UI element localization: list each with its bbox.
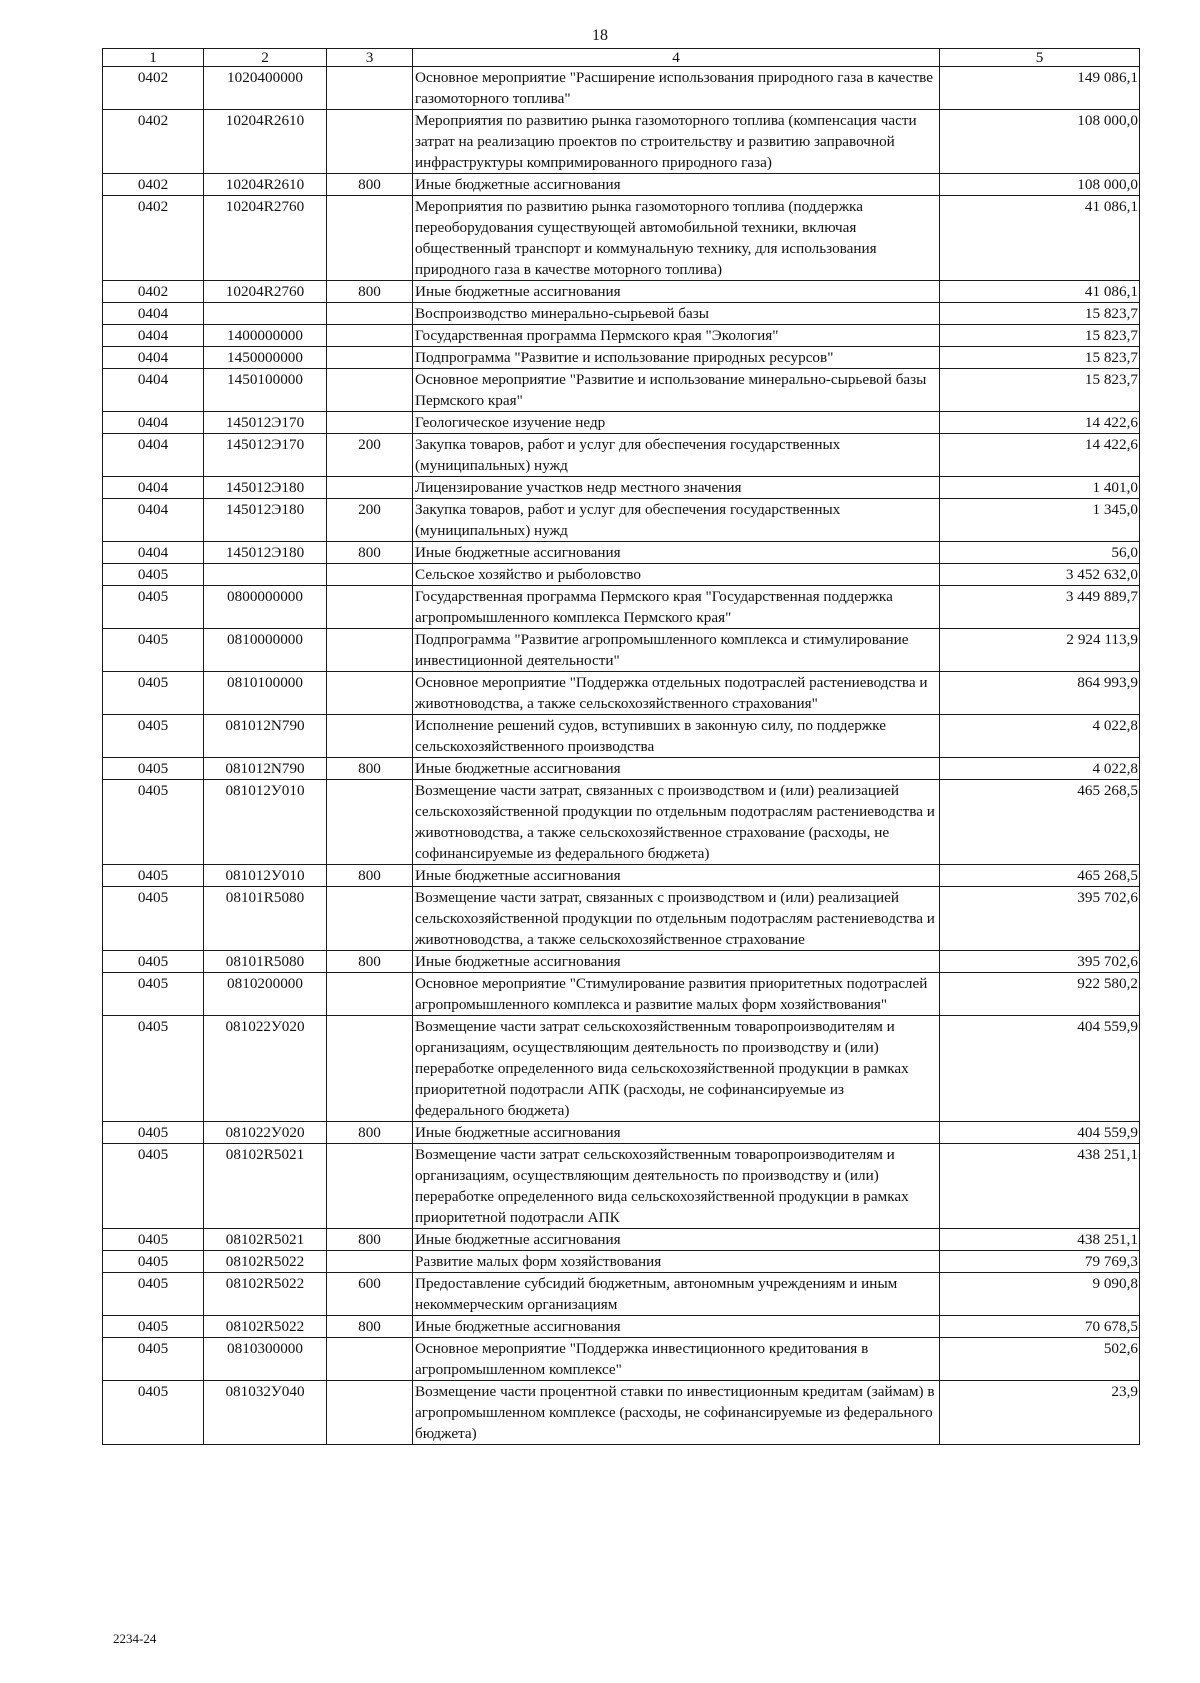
target-article-cell: 1020400000	[204, 67, 327, 110]
table-row	[103, 1273, 1140, 1316]
table-row	[103, 196, 1140, 281]
section-code-cell: 0404	[103, 542, 204, 564]
expense-type-cell	[327, 780, 413, 865]
item-name-cell: Закупка товаров, работ и услуг для обеспечения государственных (муниципальных) нужд	[413, 434, 940, 477]
target-article-cell: 145012Э170	[204, 412, 327, 434]
table-row	[103, 1229, 1140, 1251]
item-name-cell: Основное мероприятие "Поддержка отдельных подотраслей растениеводства и животноводства, а также сельскохозяйственного страхования"	[413, 672, 940, 715]
item-name-cell: Иные бюджетные ассигнования	[413, 174, 940, 196]
amount-cell: 70 678,5	[940, 1316, 1140, 1338]
target-article-cell: 08101R5080	[204, 951, 327, 973]
expense-type-cell	[327, 973, 413, 1016]
target-article-cell: 1450000000	[204, 347, 327, 369]
expense-type-cell	[327, 477, 413, 499]
item-name-cell: Мероприятия по развитию рынка газомоторного топлива (поддержка переоборудования существующей автомобильной техники, включая общественный транспорт и коммунальную технику, для использования природного газа в качестве моторного топлива)	[413, 196, 940, 281]
item-name-cell: Государственная программа Пермского края "Государственная поддержка агропромышленного комплекса Пермского края"	[413, 586, 940, 629]
table-row	[103, 67, 1140, 110]
expense-type-cell	[327, 369, 413, 412]
amount-cell: 108 000,0	[940, 174, 1140, 196]
amount-cell: 1 401,0	[940, 477, 1140, 499]
target-article-cell: 10204R2610	[204, 174, 327, 196]
amount-cell: 395 702,6	[940, 951, 1140, 973]
section-code-cell: 0405	[103, 1381, 204, 1445]
amount-cell: 41 086,1	[940, 281, 1140, 303]
expense-type-cell	[327, 325, 413, 347]
expense-type-cell: 800	[327, 865, 413, 887]
section-code-cell: 0405	[103, 1316, 204, 1338]
section-code-cell: 0405	[103, 564, 204, 586]
item-name-cell: Иные бюджетные ассигнования	[413, 951, 940, 973]
item-name-cell: Закупка товаров, работ и услуг для обеспечения государственных (муниципальных) нужд	[413, 499, 940, 542]
section-code-cell: 0405	[103, 1229, 204, 1251]
table-row	[103, 758, 1140, 780]
amount-cell: 108 000,0	[940, 110, 1140, 174]
column-header: 3	[327, 49, 413, 67]
page-number: 18	[592, 27, 608, 44]
table-row	[103, 887, 1140, 951]
section-code-cell: 0405	[103, 1273, 204, 1316]
target-article-cell: 081032У040	[204, 1381, 327, 1445]
amount-cell: 2 924 113,9	[940, 629, 1140, 672]
expense-type-cell: 800	[327, 1122, 413, 1144]
target-article-cell: 08102R5021	[204, 1144, 327, 1229]
target-article-cell: 08102R5022	[204, 1251, 327, 1273]
section-code-cell: 0402	[103, 174, 204, 196]
amount-cell: 79 769,3	[940, 1251, 1140, 1273]
section-code-cell: 0405	[103, 1251, 204, 1273]
amount-cell: 922 580,2	[940, 973, 1140, 1016]
item-name-cell: Подпрограмма "Развитие и использование природных ресурсов"	[413, 347, 940, 369]
target-article-cell: 08102R5022	[204, 1273, 327, 1316]
amount-cell: 9 090,8	[940, 1273, 1140, 1316]
item-name-cell: Возмещение части затрат, связанных с производством и (или) реализацией сельскохозяйственной продукции по отдельным подотраслям растениеводства и животноводства, а также сельскохозяйственное страхование	[413, 887, 940, 951]
amount-cell: 502,6	[940, 1338, 1140, 1381]
expense-type-cell	[327, 110, 413, 174]
expense-type-cell: 800	[327, 1316, 413, 1338]
item-name-cell: Иные бюджетные ассигнования	[413, 1316, 940, 1338]
section-code-cell: 0402	[103, 281, 204, 303]
amount-cell: 465 268,5	[940, 780, 1140, 865]
section-code-cell: 0404	[103, 325, 204, 347]
table-row	[103, 1122, 1140, 1144]
expense-type-cell: 800	[327, 174, 413, 196]
item-name-cell: Государственная программа Пермского края "Экология"	[413, 325, 940, 347]
amount-cell: 4 022,8	[940, 758, 1140, 780]
section-code-cell: 0405	[103, 672, 204, 715]
item-name-cell: Воспроизводство минерально-сырьевой базы	[413, 303, 940, 325]
table-row	[103, 586, 1140, 629]
expense-type-cell: 200	[327, 434, 413, 477]
section-code-cell: 0404	[103, 347, 204, 369]
amount-cell: 15 823,7	[940, 347, 1140, 369]
expense-type-cell: 200	[327, 499, 413, 542]
section-code-cell: 0405	[103, 780, 204, 865]
expense-type-cell	[327, 1338, 413, 1381]
item-name-cell: Сельское хозяйство и рыболовство	[413, 564, 940, 586]
section-code-cell: 0405	[103, 629, 204, 672]
item-name-cell: Иные бюджетные ассигнования	[413, 758, 940, 780]
amount-cell: 864 993,9	[940, 672, 1140, 715]
column-header: 1	[103, 49, 204, 67]
expense-type-cell	[327, 586, 413, 629]
column-header: 2	[204, 49, 327, 67]
table-row	[103, 1316, 1140, 1338]
expense-type-cell	[327, 1016, 413, 1122]
amount-cell: 438 251,1	[940, 1229, 1140, 1251]
amount-cell: 3 449 889,7	[940, 586, 1140, 629]
expense-type-cell	[327, 67, 413, 110]
item-name-cell: Мероприятия по развитию рынка газомоторного топлива (компенсация части затрат на реализацию проектов по строительству и развитию заправочной инфраструктуры компримированного природного газа)	[413, 110, 940, 174]
section-code-cell: 0404	[103, 412, 204, 434]
target-article-cell: 0810000000	[204, 629, 327, 672]
table-row	[103, 347, 1140, 369]
table-row	[103, 564, 1140, 586]
expense-type-cell: 600	[327, 1273, 413, 1316]
table-row	[103, 1251, 1140, 1273]
target-article-cell: 081022У020	[204, 1122, 327, 1144]
expense-type-cell	[327, 629, 413, 672]
amount-cell: 15 823,7	[940, 325, 1140, 347]
amount-cell: 404 559,9	[940, 1016, 1140, 1122]
document-code: 2234-24	[113, 1631, 157, 1646]
item-name-cell: Исполнение решений судов, вступивших в законную силу, по поддержке сельскохозяйственного производства	[413, 715, 940, 758]
item-name-cell: Возмещение части процентной ставки по инвестиционным кредитам (займам) в агропромышленном комплексе (расходы, не софинансируемые из федерального бюджета)	[413, 1381, 940, 1445]
target-article-cell: 08102R5022	[204, 1316, 327, 1338]
amount-cell: 15 823,7	[940, 303, 1140, 325]
target-article-cell: 10204R2610	[204, 110, 327, 174]
section-code-cell: 0402	[103, 196, 204, 281]
expense-type-cell: 800	[327, 758, 413, 780]
target-article-cell: 145012Э180	[204, 542, 327, 564]
item-name-cell: Развитие малых форм хозяйствования	[413, 1251, 940, 1273]
expense-type-cell: 800	[327, 1229, 413, 1251]
table-row	[103, 715, 1140, 758]
table-body	[103, 67, 1140, 1445]
table-row	[103, 865, 1140, 887]
target-article-cell: 081012У010	[204, 865, 327, 887]
expense-type-cell	[327, 1144, 413, 1229]
section-code-cell: 0405	[103, 973, 204, 1016]
amount-cell: 404 559,9	[940, 1122, 1140, 1144]
table-row	[103, 1144, 1140, 1229]
target-article-cell: 145012Э170	[204, 434, 327, 477]
table-row	[103, 672, 1140, 715]
section-code-cell: 0404	[103, 303, 204, 325]
table-row	[103, 542, 1140, 564]
target-article-cell: 081012N790	[204, 758, 327, 780]
table-row	[103, 1016, 1140, 1122]
expense-type-cell	[327, 303, 413, 325]
table-row	[103, 110, 1140, 174]
amount-cell: 56,0	[940, 542, 1140, 564]
item-name-cell: Возмещение части затрат, связанных с производством и (или) реализацией сельскохозяйственной продукции по отдельным подотраслям растениеводства и животноводства, а также сельскохозяйственное страхование (расходы, не софинансируемые из федерального бюджета)	[413, 780, 940, 865]
section-code-cell: 0404	[103, 477, 204, 499]
target-article-cell: 08102R5021	[204, 1229, 327, 1251]
column-header: 4	[413, 49, 940, 67]
section-code-cell: 0404	[103, 369, 204, 412]
table-row	[103, 477, 1140, 499]
expense-type-cell	[327, 564, 413, 586]
item-name-cell: Лицензирование участков недр местного значения	[413, 477, 940, 499]
item-name-cell: Основное мероприятие "Стимулирование развития приоритетных подотраслей агропромышленного комплекса и развитие малых форм хозяйствования"	[413, 973, 940, 1016]
target-article-cell: 08101R5080	[204, 887, 327, 951]
table-row	[103, 499, 1140, 542]
item-name-cell: Иные бюджетные ассигнования	[413, 542, 940, 564]
column-header: 5	[940, 49, 1140, 67]
target-article-cell: 0810300000	[204, 1338, 327, 1381]
target-article-cell: 0810100000	[204, 672, 327, 715]
amount-cell: 395 702,6	[940, 887, 1140, 951]
table-row	[103, 303, 1140, 325]
section-code-cell: 0405	[103, 758, 204, 780]
amount-cell: 3 452 632,0	[940, 564, 1140, 586]
expense-type-cell	[327, 887, 413, 951]
expense-type-cell	[327, 715, 413, 758]
item-name-cell: Основное мероприятие "Поддержка инвестиционного кредитования в агропромышленном комплексе"	[413, 1338, 940, 1381]
amount-cell: 14 422,6	[940, 434, 1140, 477]
table-row	[103, 973, 1140, 1016]
item-name-cell: Основное мероприятие "Расширение использования природного газа в качестве газомоторного топлива"	[413, 67, 940, 110]
expense-type-cell	[327, 1251, 413, 1273]
table-row	[103, 434, 1140, 477]
section-code-cell: 0405	[103, 1122, 204, 1144]
target-article-cell: 145012Э180	[204, 499, 327, 542]
target-article-cell: 10204R2760	[204, 281, 327, 303]
amount-cell: 15 823,7	[940, 369, 1140, 412]
table-row	[103, 325, 1140, 347]
section-code-cell: 0405	[103, 1144, 204, 1229]
item-name-cell: Иные бюджетные ассигнования	[413, 1229, 940, 1251]
item-name-cell: Геологическое изучение недр	[413, 412, 940, 434]
target-article-cell	[204, 564, 327, 586]
amount-cell: 438 251,1	[940, 1144, 1140, 1229]
target-article-cell: 081012У010	[204, 780, 327, 865]
expense-type-cell: 800	[327, 951, 413, 973]
table-row	[103, 1381, 1140, 1445]
table-row	[103, 369, 1140, 412]
section-code-cell: 0405	[103, 1016, 204, 1122]
budget-table	[102, 48, 1140, 1445]
amount-cell: 23,9	[940, 1381, 1140, 1445]
table-row	[103, 412, 1140, 434]
item-name-cell: Иные бюджетные ассигнования	[413, 281, 940, 303]
target-article-cell: 145012Э180	[204, 477, 327, 499]
target-article-cell: 10204R2760	[204, 196, 327, 281]
section-code-cell: 0405	[103, 865, 204, 887]
table-row	[103, 951, 1140, 973]
table-row	[103, 629, 1140, 672]
target-article-cell: 0810200000	[204, 973, 327, 1016]
target-article-cell: 081012N790	[204, 715, 327, 758]
expense-type-cell	[327, 672, 413, 715]
amount-cell: 465 268,5	[940, 865, 1140, 887]
item-name-cell: Иные бюджетные ассигнования	[413, 865, 940, 887]
target-article-cell: 1450100000	[204, 369, 327, 412]
section-code-cell: 0405	[103, 586, 204, 629]
table-row	[103, 174, 1140, 196]
table-row	[103, 1338, 1140, 1381]
expense-type-cell	[327, 412, 413, 434]
amount-cell: 41 086,1	[940, 196, 1140, 281]
expense-type-cell	[327, 1381, 413, 1445]
section-code-cell: 0402	[103, 110, 204, 174]
expense-type-cell	[327, 196, 413, 281]
section-code-cell: 0405	[103, 887, 204, 951]
item-name-cell: Подпрограмма "Развитие агропромышленного комплекса и стимулирование инвестиционной деятельности"	[413, 629, 940, 672]
target-article-cell	[204, 303, 327, 325]
target-article-cell: 1400000000	[204, 325, 327, 347]
expense-type-cell: 800	[327, 281, 413, 303]
amount-cell: 149 086,1	[940, 67, 1140, 110]
table-row	[103, 281, 1140, 303]
item-name-cell: Возмещение части затрат сельскохозяйственным товаропроизводителям и организациям, осуществляющим деятельность по производству и (или) переработке определенного вида сельскохозяйственной продукции в рамках приоритетной подотрасли АПК (расходы, не софинансируемые из федерального бюджета)	[413, 1016, 940, 1122]
section-code-cell: 0405	[103, 951, 204, 973]
expense-type-cell	[327, 347, 413, 369]
target-article-cell: 081022У020	[204, 1016, 327, 1122]
item-name-cell: Возмещение части затрат сельскохозяйственным товаропроизводителям и организациям, осуществляющим деятельность по производству и (или) переработке определенного вида сельскохозяйственной продукции в рамках приоритетной подотрасли АПК	[413, 1144, 940, 1229]
amount-cell: 4 022,8	[940, 715, 1140, 758]
section-code-cell: 0405	[103, 1338, 204, 1381]
item-name-cell: Предоставление субсидий бюджетным, автономным учреждениям и иным некоммерческим организациям	[413, 1273, 940, 1316]
section-code-cell: 0405	[103, 715, 204, 758]
item-name-cell: Основное мероприятие "Развитие и использование минерально-сырьевой базы Пермского края"	[413, 369, 940, 412]
table-header-row	[103, 49, 1140, 67]
amount-cell: 14 422,6	[940, 412, 1140, 434]
amount-cell: 1 345,0	[940, 499, 1140, 542]
target-article-cell: 0800000000	[204, 586, 327, 629]
section-code-cell: 0404	[103, 434, 204, 477]
table-row	[103, 780, 1140, 865]
section-code-cell: 0402	[103, 67, 204, 110]
item-name-cell: Иные бюджетные ассигнования	[413, 1122, 940, 1144]
section-code-cell: 0404	[103, 499, 204, 542]
expense-type-cell: 800	[327, 542, 413, 564]
